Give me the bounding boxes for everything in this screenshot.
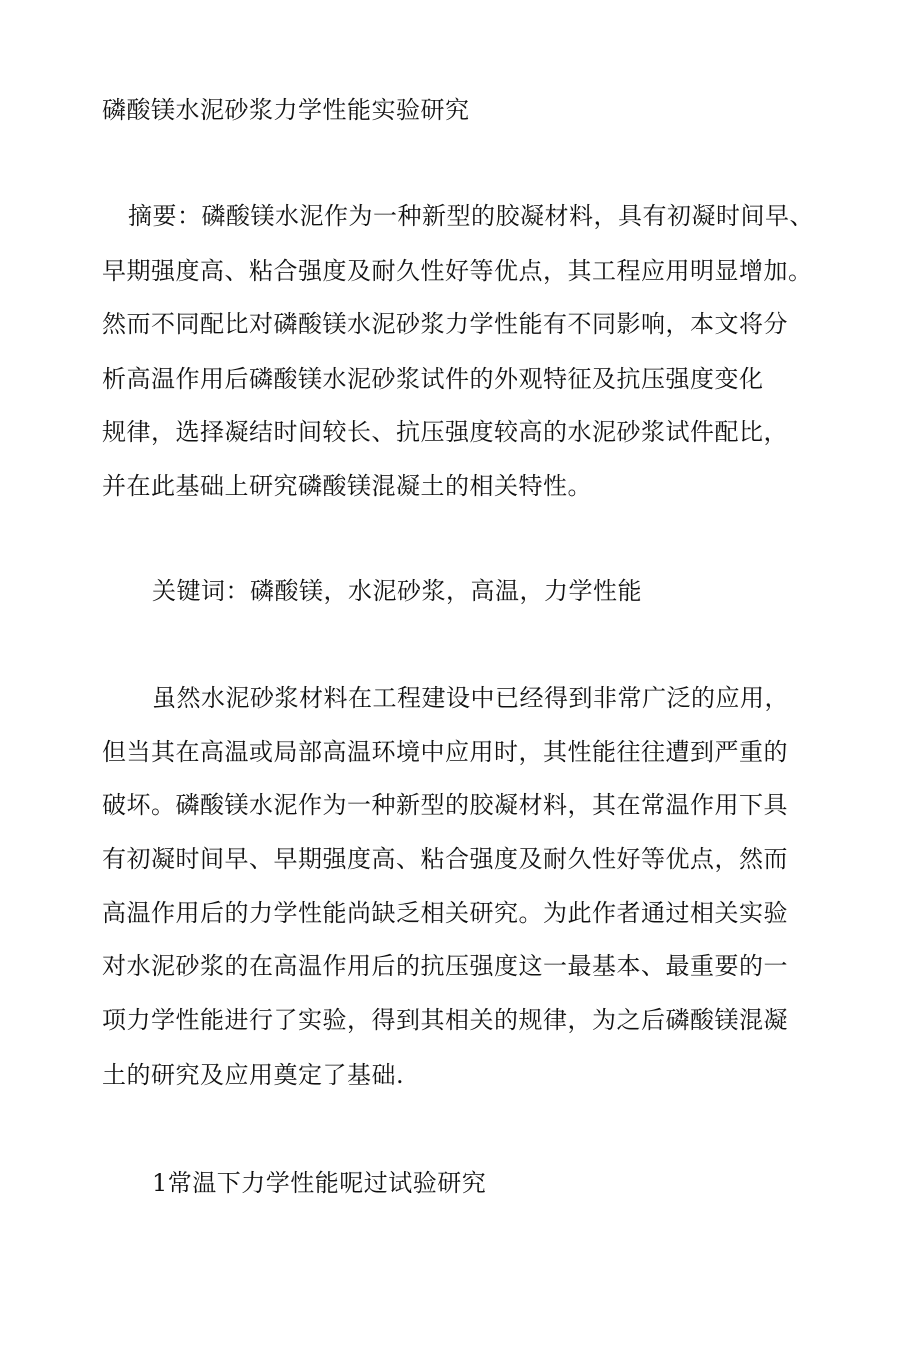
abstract-line: 摘要：磷酸镁水泥作为一种新型的胶凝材料，具有初凝时间早、	[128, 202, 814, 230]
body-line: 但当其在高温或局部高温环境中应用时，其性能往往遭到严重的	[102, 738, 788, 766]
keywords: 关键词：磷酸镁，水泥砂浆，高温，力学性能	[152, 577, 642, 605]
abstract-line: 然而不同配比对磷酸镁水泥砂浆力学性能有不同影响，本文将分	[102, 310, 788, 338]
body-line: 土的研究及应用奠定了基础.	[102, 1061, 405, 1089]
body-line: 对水泥砂浆的在高温作用后的抗压强度这一最基本、最重要的一	[102, 952, 788, 980]
abstract-line: 规律，选择凝结时间较长、抗压强度较高的水泥砂浆试件配比，	[102, 418, 788, 446]
abstract-line: 早期强度高、粘合强度及耐久性好等优点，其工程应用明显增加。	[102, 257, 813, 285]
abstract-line: 并在此基础上研究磷酸镁混凝土的相关特性。	[102, 472, 592, 500]
document-title: 磷酸镁水泥砂浆力学性能实验研究	[102, 96, 470, 124]
body-line: 高温作用后的力学性能尚缺乏相关研究。为此作者通过相关实验	[102, 899, 788, 927]
body-line: 虽然水泥砂浆材料在工程建设中已经得到非常广泛的应用，	[152, 684, 789, 712]
body-line: 有初凝时间早、早期强度高、粘合强度及耐久性好等优点，然而	[102, 845, 788, 873]
body-line: 破坏。磷酸镁水泥作为一种新型的胶凝材料，其在常温作用下具	[102, 791, 788, 819]
body-line: 项力学性能进行了实验，得到其相关的规律，为之后磷酸镁混凝	[102, 1006, 788, 1034]
section-heading: 1常温下力学性能呢过试验研究	[152, 1169, 487, 1197]
abstract-line: 析高温作用后磷酸镁水泥砂浆试件的外观特征及抗压强度变化	[102, 365, 764, 393]
